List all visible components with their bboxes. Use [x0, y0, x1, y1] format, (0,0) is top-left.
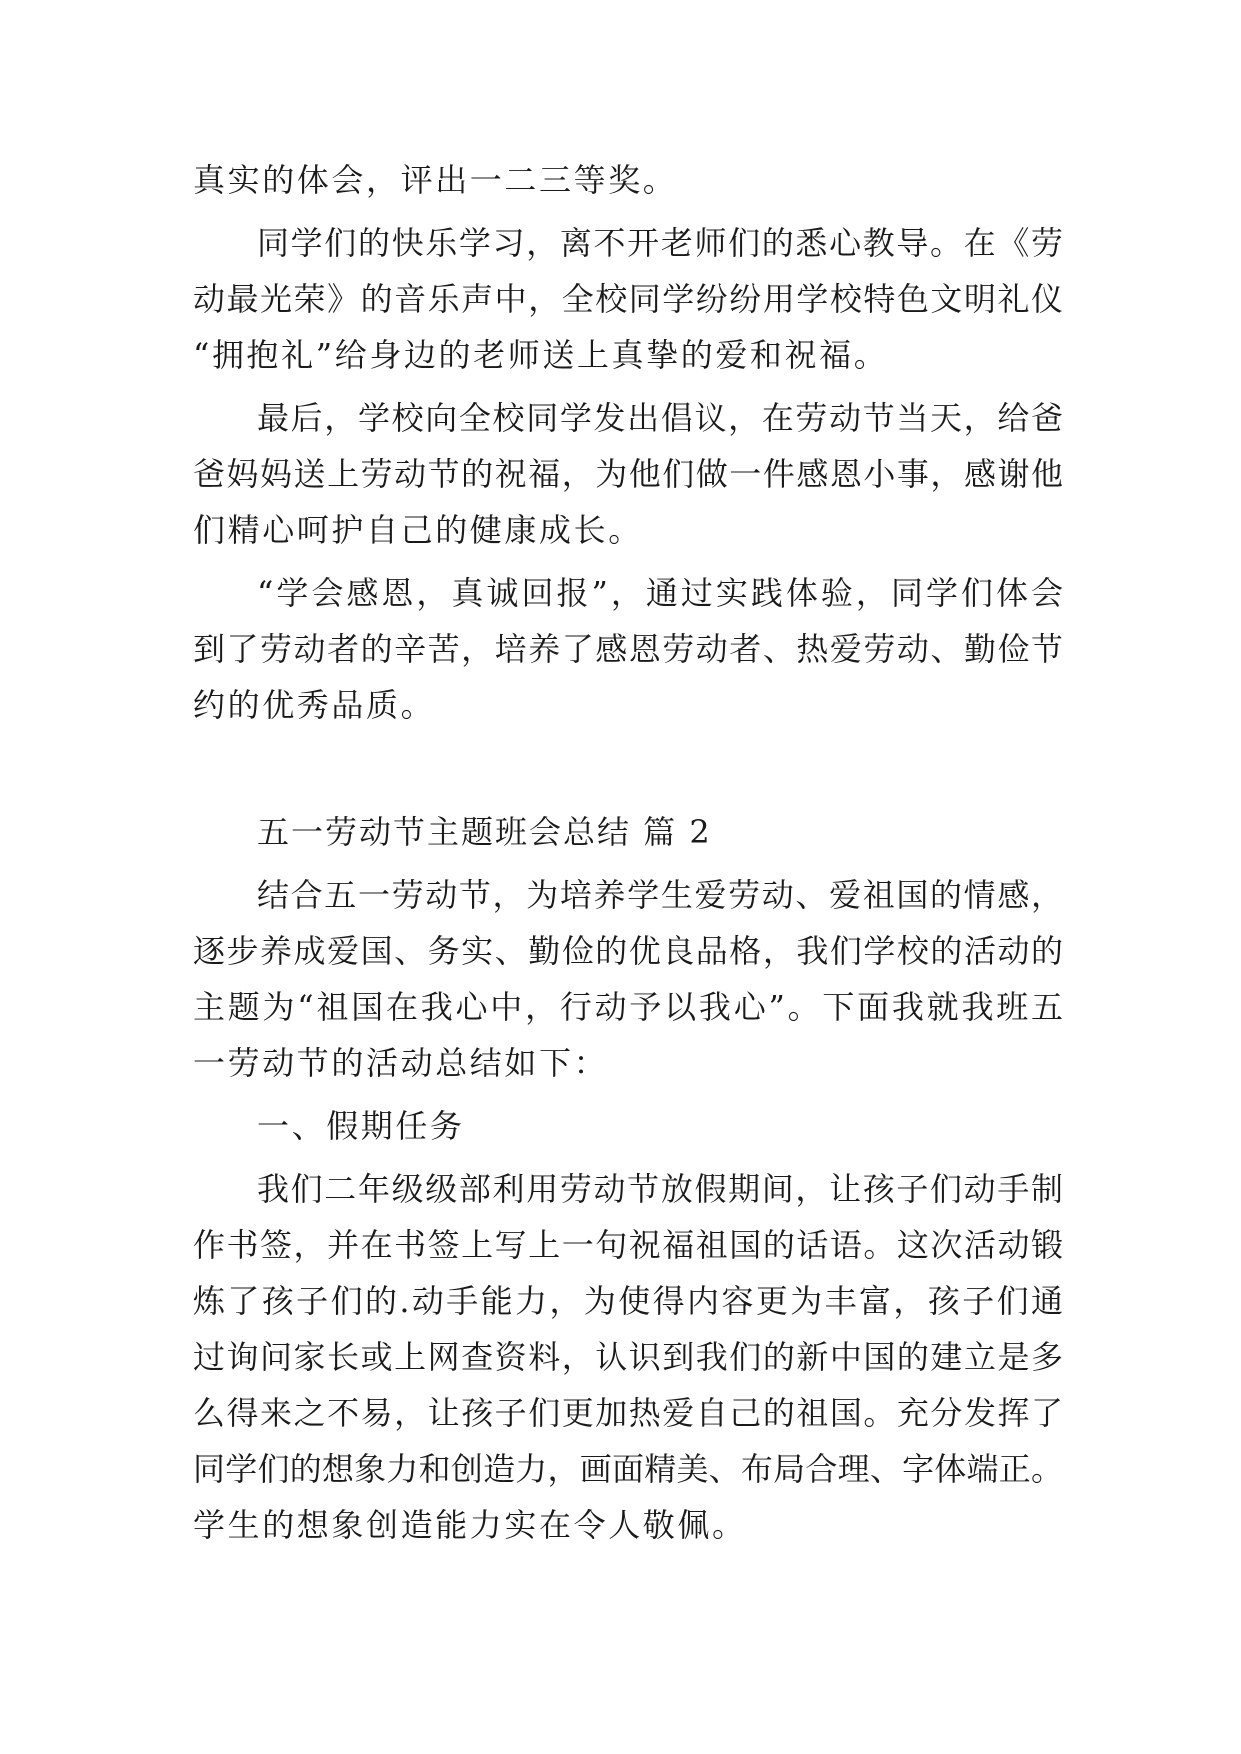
paragraph-line: 约的优秀品质。: [193, 686, 436, 724]
paragraph-line: 同学们的想象力和创造力，画面精美、布局合理、字体端正。: [193, 1450, 1063, 1488]
paragraph-line: 一劳动节的活动总结如下：: [193, 1044, 609, 1082]
paragraph-line: 真实的体会，评出一二三等奖。: [193, 161, 678, 199]
paragraph-line: 最后，学校向全校同学发出倡议，在劳动节当天，给爸: [257, 399, 1063, 437]
paragraph-line: 过询问家长或上网查资料，认识到我们的新中国的建立是多: [193, 1338, 1063, 1376]
paragraph-line: 学生的想象创造能力实在令人敬佩。: [193, 1506, 747, 1544]
paragraph-line: 爸妈妈送上劳动节的祝福，为他们做一件感恩小事，感谢他: [193, 455, 1063, 493]
paragraph-line: 么得来之不易，让孩子们更加热爱自己的祖国。充分发挥了: [193, 1394, 1063, 1432]
paragraph-line: 同学们的快乐学习，离不开老师们的悉心教导。在《劳: [257, 224, 1063, 262]
paragraph-line: 炼了孩子们的.动手能力，为使得内容更为丰富，孩子们通: [193, 1282, 1063, 1320]
paragraph-line: 动最光荣》的音乐声中，全校同学纷纷用学校特色文明礼仪: [193, 280, 1063, 318]
paragraph-line: “学会感恩，真诚回报”，通过实践体验，同学们体会: [257, 574, 1063, 612]
paragraph-line: 结合五一劳动节，为培养学生爱劳动、爱祖国的情感，: [257, 876, 1063, 914]
paragraph-line: 们精心呵护自己的健康成长。: [193, 511, 643, 549]
paragraph-line: “拥抱礼”给身边的老师送上真挚的爱和祝福。: [193, 336, 889, 374]
paragraph-line: 作书签，并在书签上写上一句祝福祖国的话语。这次活动锻: [193, 1226, 1063, 1264]
paragraph-line: 主题为“祖国在我心中，行动予以我心”。下面我就我班五: [193, 988, 1063, 1026]
paragraph-line: 到了劳动者的辛苦，培养了感恩劳动者、热爱劳动、勤俭节: [193, 630, 1063, 668]
paragraph-line: 逐步养成爱国、务实、勤俭的优良品格，我们学校的活动的: [193, 932, 1063, 970]
subsection-heading: 一、假期任务: [257, 1107, 465, 1145]
paragraph-line: 我们二年级级部利用劳动节放假期间，让孩子们动手制: [257, 1170, 1063, 1208]
section-heading: 五一劳动节主题班会总结 篇 2: [257, 813, 712, 851]
